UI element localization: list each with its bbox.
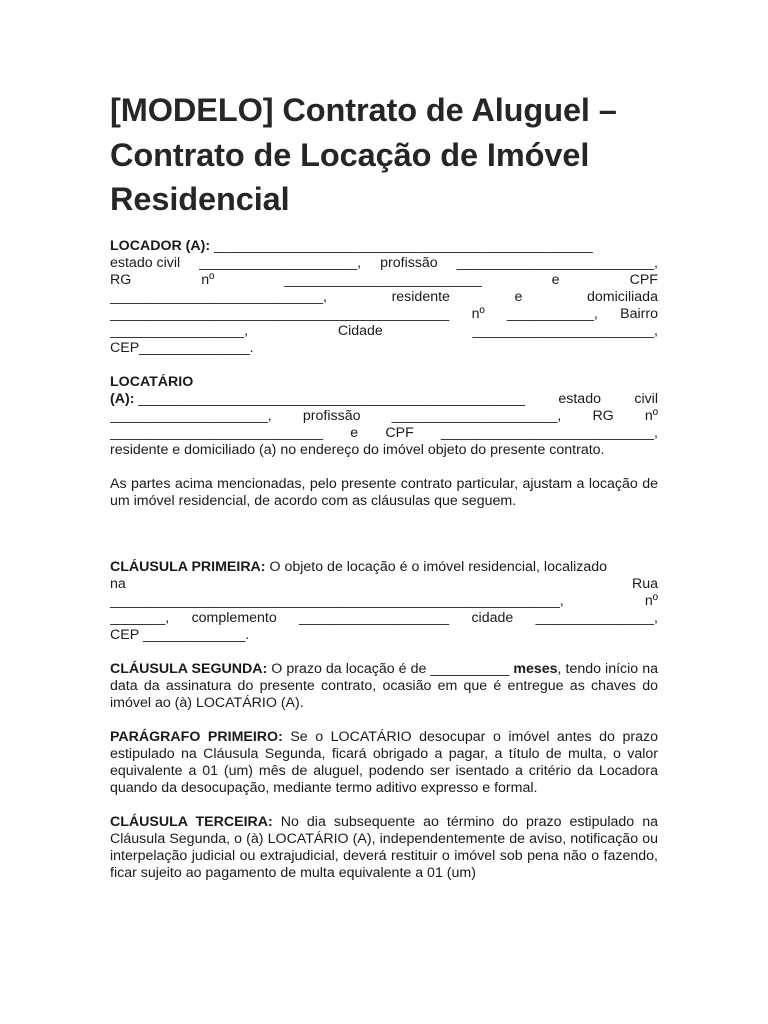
text-fragment: _______________________,	[472, 322, 658, 339]
document-title: [MODELO] Contrato de Aluguel – Contrato de Locação de Imóvel Residencial	[110, 92, 617, 217]
locador-section	[110, 238, 658, 357]
text-fragment: e	[350, 424, 359, 441]
text-fragment: domiciliada	[586, 288, 658, 305]
clausula2-label: CLÁUSULA SEGUNDA:	[110, 660, 268, 677]
text-fragment: _______,	[110, 609, 170, 626]
text-fragment: ___________________________,	[441, 424, 658, 441]
text-fragment: nº	[644, 407, 658, 424]
text-fragment: Cidade	[337, 322, 383, 339]
paragrafo-primeiro	[110, 729, 658, 797]
text-fragment: estado civil	[110, 254, 181, 271]
meses-bold: meses	[513, 660, 558, 677]
locatario-label-suffix: (A):	[110, 390, 135, 407]
text-fragment: Se o LOCATÁRIO desocupar o imóvel antes do prazo estipulado na Cláusula Segunda, ficará obrigado a pagar, a título de multa, o valor equivalente a 01 (um) mês de aluguel, podendo ser isentado a critério da Locadora quando da desocupação, mediante termo aditivo expresso e formal.	[110, 728, 658, 796]
text-fragment: _________________,	[110, 322, 249, 339]
text-fragment: ___________________________________________	[110, 305, 450, 322]
text-fragment: e	[551, 271, 560, 288]
text-fragment: profissão	[302, 407, 361, 424]
locatario-line-5: residente e domiciliado (a) no endereço do imóvel objeto do presente contrato.	[110, 441, 605, 458]
clausula-segunda	[110, 661, 658, 712]
clausula-terceira	[110, 814, 658, 882]
locador-line-5	[110, 306, 658, 323]
text-fragment: nº	[471, 305, 485, 322]
text-fragment: ___________,	[507, 305, 598, 322]
locador-line-1	[110, 238, 658, 255]
text-fragment: Rua	[631, 575, 658, 592]
text-fragment: CPF	[629, 271, 658, 288]
text-fragment: _________________________________________________________,	[110, 592, 564, 609]
text-fragment: cidade	[471, 609, 514, 626]
locatario-label: LOCATÁRIO	[110, 373, 194, 390]
locatario-line-2	[110, 391, 658, 408]
text-fragment: civil	[634, 390, 658, 407]
clausula1-label: CLÁUSULA PRIMEIRA:	[110, 558, 266, 575]
locatario-line-4	[110, 425, 658, 442]
text-fragment: _______________,	[535, 609, 658, 626]
text-fragment: nº	[201, 271, 215, 288]
text-fragment: _________________________,	[456, 254, 658, 271]
locatario-section	[110, 374, 658, 459]
clausula1-line-4	[110, 610, 658, 627]
text-fragment: nº	[644, 592, 658, 609]
text-fragment: profissão	[380, 254, 438, 271]
partes-paragraph: As partes acima mencionadas, pelo presente contrato particular, ajustam a locação de um imóvel residencial, de acordo com as cláusulas que seguem.	[110, 475, 658, 509]
text-fragment: e	[514, 288, 523, 305]
text-fragment: Bairro	[620, 305, 658, 322]
clausula1-line-5: CEP _____________.	[110, 626, 250, 643]
locador-label: LOCADOR (A):	[110, 237, 211, 254]
text-fragment: estado	[558, 390, 601, 407]
locador-line-3	[110, 272, 658, 289]
locador-line-4	[110, 289, 658, 306]
locatario-label-line	[110, 374, 658, 391]
text-fragment: CPF	[385, 424, 414, 441]
locador-name-blank: ________________________________________________	[214, 237, 593, 254]
text-fragment: ____________________,	[199, 254, 362, 271]
clausula1-line-3	[110, 593, 658, 610]
locador-line-6	[110, 323, 658, 340]
text-fragment: O objeto de locação é o imóvel residencial, localizado	[269, 558, 608, 575]
text-fragment: , tendo início na data da assinatura do presente contrato, ocasião em que é entregue as chaves do imóvel ao (à) LOCATÁRIO (A).	[110, 660, 658, 711]
text-fragment: _________________________________________________	[138, 390, 526, 407]
text-fragment: residente	[391, 288, 450, 305]
text-fragment: ___________________	[299, 609, 450, 626]
clausula3-label: CLÁUSULA TERCEIRA:	[110, 813, 273, 830]
locador-line-2	[110, 255, 658, 272]
text-fragment: ___________________________	[110, 424, 324, 441]
text-fragment: na	[110, 575, 126, 592]
text-fragment: O prazo da locação é de __________	[271, 660, 510, 677]
text-fragment: _____________________,	[391, 407, 562, 424]
locador-line-7: CEP______________.	[110, 339, 254, 356]
text-fragment: No dia subsequente ao término do prazo estipulado na Cláusula Segunda, o (à) LOCATÁRIO (A), independentemente de aviso, notificação ou interpelação judicial ou extrajudicial, deverá restituir o imóvel sob pena não o fazendo, ficar sujeito ao pagamento de multa equivalente a 01 (um)	[110, 813, 658, 881]
paragrafo1-label: PARÁGRAFO PRIMEIRO:	[110, 728, 283, 745]
document-page	[110, 88, 658, 882]
clausula-primeira	[110, 559, 658, 644]
text-fragment: ____________________,	[110, 407, 272, 424]
text-fragment: ___________________________,	[110, 288, 327, 305]
clausula1-line-2	[110, 576, 658, 593]
locatario-line-3	[110, 408, 658, 425]
text-fragment: RG	[592, 407, 614, 424]
text-fragment: complemento	[191, 609, 277, 626]
clausula1-line-1	[110, 559, 658, 576]
text-fragment: RG	[110, 271, 132, 288]
text-fragment: _________________________	[284, 271, 482, 288]
